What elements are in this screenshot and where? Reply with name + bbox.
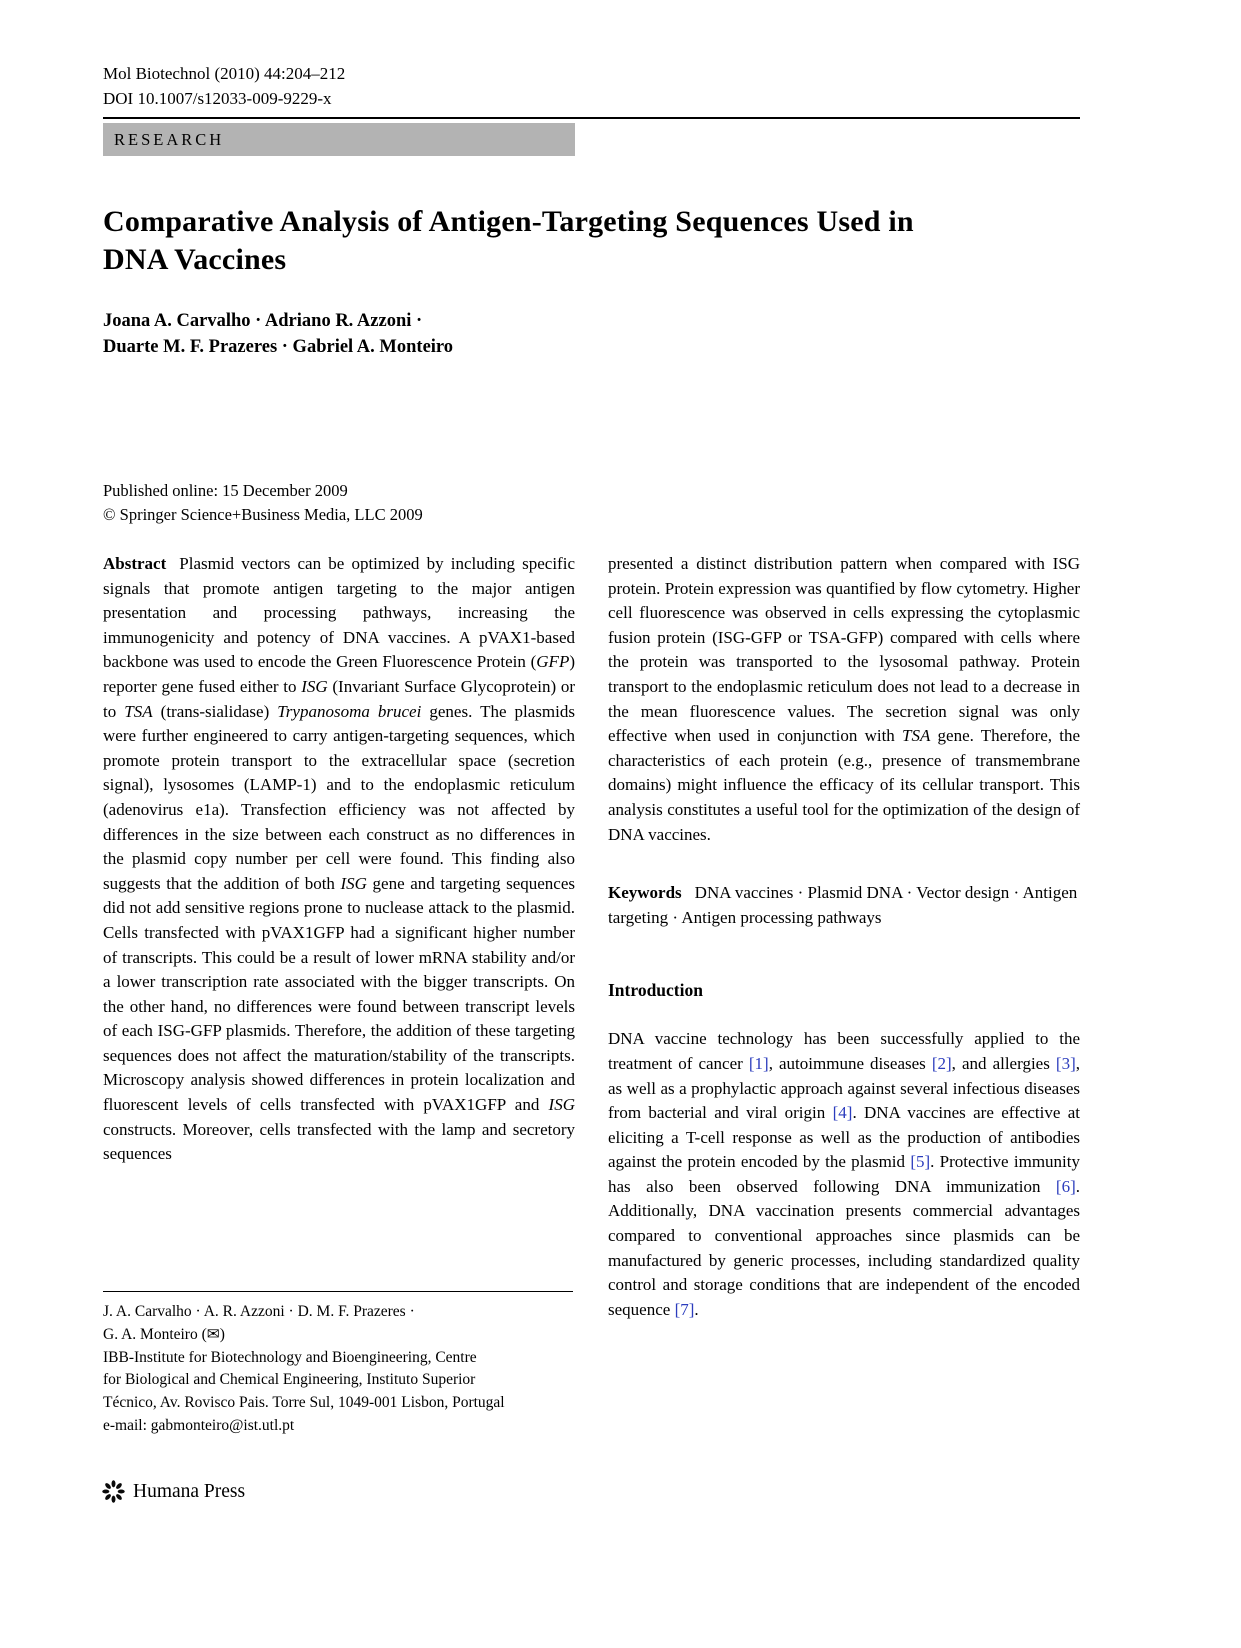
text-segment: gene. Therefore, the characteristics of each protein (e.g., presence of transmembrane domains) might influence the efficacy of its cellular transport. This analysis constitutes a useful tool for the optimization of the design of DNA vaccines. xyxy=(608,726,1080,844)
article-type-label: RESEARCH xyxy=(114,129,225,149)
text-segment: (trans-sialidase) xyxy=(152,701,278,721)
keywords-paragraph xyxy=(608,881,1080,930)
text-segment: . DNA vaccines are effective at eliciting a T-cell response as well as the production of antibodies against the protein encoded by the plasmid xyxy=(608,1103,1080,1172)
text-segment: TSA xyxy=(902,726,931,746)
abstract-label: Abstract xyxy=(103,554,167,573)
footnote-affiliation: J. A. Carvalho · A. R. Azzoni · D. M. F. Prazeres · G. A. Monteiro (✉) IBB-Institute for Biotechnology and Bioengineering, Centre for Biological and Chemical Engineering, Instituto Superior Técnico, Av. Rovisco Pais. Torre Sul, 1049-001 Lisbon, Portugal e-mail: gabmonteiro@ist.utl.pt xyxy=(103,1303,505,1434)
citation-ref[interactable]: [1] xyxy=(748,1053,769,1073)
text-segment: Plasmid vectors can be optimized by including specific signals that promote antigen targeting to the major antigen presentation and processing pathways, increasing the immunogenicity and potency of DNA vaccines. A pVAX1-based backbone was used to encode the Green Fluorescence Protein ( xyxy=(103,554,575,672)
publication-info xyxy=(103,479,423,527)
page-title: Comparative Analysis of Antigen-Targeting Sequences Used in DNA Vaccines xyxy=(103,205,914,276)
humana-press-logo-icon xyxy=(101,1479,126,1504)
authors-line: Joana A. Carvalho · Adriano R. Azzoni · Duarte M. F. Prazeres · Gabriel A. Monteiro xyxy=(103,311,454,357)
text-segment: , autoimmune diseases xyxy=(768,1053,932,1073)
keywords-label: Keywords xyxy=(608,883,682,903)
abstract-paragraph xyxy=(103,552,575,1167)
abstract-continuation xyxy=(608,552,1080,847)
citation-ref[interactable]: [6] xyxy=(1055,1176,1076,1196)
text-segment: constructs. Moreover, cells transfected with the lamp and secretory sequences xyxy=(103,1119,575,1164)
text-segment: GFP xyxy=(536,652,570,672)
text-segment: ISG xyxy=(340,873,367,893)
right-column xyxy=(608,552,1080,1322)
citation-ref[interactable]: [5] xyxy=(910,1152,931,1172)
text-segment: , and allergies xyxy=(951,1053,1056,1073)
text-segment: (Invariant Surface Glycoprotein) or to xyxy=(103,676,575,721)
publisher-name: Humana Press xyxy=(133,1480,246,1502)
abstract-text-left xyxy=(103,554,575,1163)
text-segment: . Protective immunity has also been observed following DNA immunization xyxy=(608,1152,1080,1196)
text-segment: . Additionally, DNA vaccination presents commercial advantages compared to conventional approaches since plasmids can be manufactured by generic processes, including standardized quality control and storage conditions that are independent of the encoded sequence xyxy=(608,1176,1080,1319)
publisher-footer xyxy=(101,1479,245,1504)
citation-ref[interactable]: [3] xyxy=(1055,1053,1076,1073)
text-segment: DNA vaccines · Plasmid DNA · Vector design · Antigen targeting · Antigen processing pathways xyxy=(608,883,1078,927)
text-segment: , as well as a prophylactic approach against several infectious diseases from bacterial and viral origin xyxy=(608,1053,1080,1123)
article-type-banner xyxy=(103,123,575,156)
text-segment: . xyxy=(694,1299,699,1319)
citation-ref[interactable]: [4] xyxy=(832,1103,853,1123)
left-column xyxy=(103,552,575,1167)
introduction-heading: Introduction xyxy=(608,980,703,1001)
published-online-line: Published online: 15 December 2009 xyxy=(103,481,348,500)
text-segment: Trypanosoma brucei xyxy=(277,701,422,721)
introduction-paragraph xyxy=(608,1027,1080,1322)
text-segment: ) reporter gene fused either to xyxy=(103,652,575,696)
citation-ref[interactable]: [2] xyxy=(931,1053,952,1073)
footnote-divider xyxy=(103,1291,573,1292)
citation-ref[interactable]: [7] xyxy=(674,1299,695,1319)
copyright-line: © Springer Science+Business Media, LLC 2009 xyxy=(103,505,423,524)
text-segment: ISG xyxy=(548,1095,575,1115)
doi-line: DOI 10.1007/s12033-009-9229-x xyxy=(103,89,332,108)
text-segment: TSA xyxy=(124,701,153,721)
text-segment: genes. The plasmids were further engineered to carry antigen-targeting sequences, which promote protein transport to the extracellular space (secretion signal), lysosomes (LAMP-1) and to the endoplasmic reticulum (adenovirus e1a). Transfection efficiency was not affected by differences in the size between each construct as no differences in the plasmid copy number per cell were found. This finding also suggests that the addition of both xyxy=(103,701,575,893)
header-divider xyxy=(103,117,1080,119)
text-segment: presented a distinct distribution pattern when compared with ISG protein. Protein expression was quantified by flow cytometry. Higher cell fluorescence was observed in cells expressing the cytoplasmic fusion protein (ISG-GFP or TSA-GFP) compared with cells where the protein was transported to the lysosomal pathway. Protein transport to the endoplasmic reticulum does not lead to a decrease in the mean fluorescence values. The secretion signal was only effective when used in conjunction with xyxy=(608,554,1080,746)
text-segment: ISG xyxy=(301,676,328,696)
header-meta xyxy=(103,61,345,111)
text-segment: gene and targeting sequences did not add sensitive regions prone to nuclease attack to the plasmid. Cells transfected with pVAX1GFP had a significant higher number of transcripts. This could be a result of lower mRNA stability and/or a lower transcription rate associated with the bigger transcripts. On the other hand, no differences were found between transcript levels of each ISG-GFP plasmids. Therefore, the addition of these targeting sequences does not affect the maturation/stability of the transcripts. Microscopy analysis showed differences in protein localization and fluorescent levels of cells transfected with pVAX1GFP and xyxy=(103,873,575,1115)
text-segment: DNA vaccine technology has been successfully applied to the treatment of cancer xyxy=(608,1029,1080,1073)
article-body xyxy=(103,552,1080,1322)
journal-citation: Mol Biotechnol (2010) 44:204–212 xyxy=(103,64,346,83)
